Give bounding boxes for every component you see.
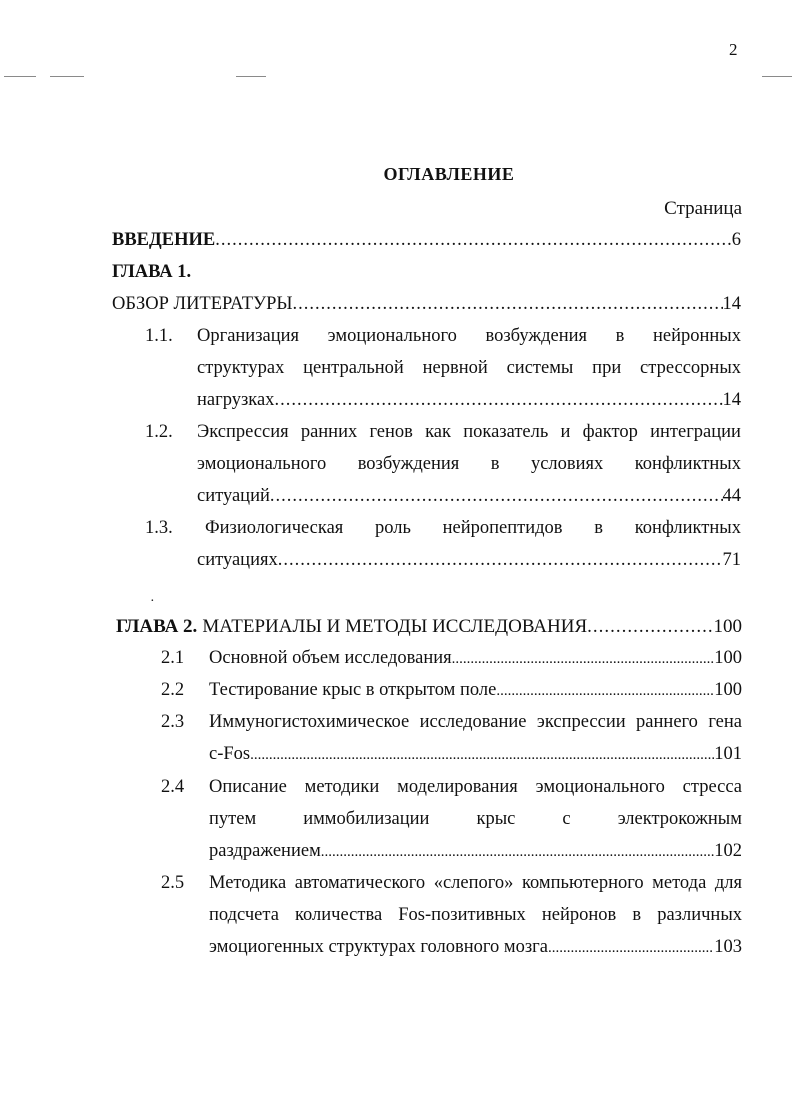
toc-entry-label: ВВЕДЕНИЕ <box>112 230 216 250</box>
toc-entry-page: 100 <box>713 616 742 637</box>
toc-entry-page: 44 <box>722 486 741 506</box>
section-number: 1.3. <box>145 518 173 538</box>
chapter1-heading: ГЛАВА 1. <box>112 262 192 282</box>
section-number: 1.1. <box>145 326 173 346</box>
section-number: 2.3 <box>161 712 185 732</box>
toc-entry-2-4-last[interactable]: раздражением ..... 102 <box>209 841 742 865</box>
toc-entry-page: 100 <box>714 648 742 668</box>
toc-entry-2-3-line1[interactable]: Иммуногистохимическое исследование экспрессии раннего гена <box>209 712 742 732</box>
toc-entry-page: 103 <box>714 937 742 957</box>
toc-entry-1-2-last[interactable]: ситуаций ..... 44 <box>197 486 741 510</box>
toc-entry-label: ОБЗОР ЛИТЕРАТУРЫ <box>112 294 293 314</box>
section-number: 2.4 <box>161 777 185 797</box>
section-number: 1.2. <box>145 422 173 442</box>
toc-title: ОГЛАВЛЕНИЕ <box>383 164 515 184</box>
scan-artifact <box>4 76 36 77</box>
section-number: 2.5 <box>161 873 185 893</box>
toc-leader <box>250 744 714 765</box>
toc-entry-2-5-line2[interactable]: подсчета количества Fos-позитивных нейронов в различных <box>209 905 742 925</box>
toc-entry-2-4-line2[interactable]: путем иммобилизации крыс с электрокожным <box>209 809 742 829</box>
toc-entry-1-3-line1[interactable]: Физиологическая роль нейропептидов в конфликтных <box>205 518 741 538</box>
toc-entry-chapter2[interactable] <box>116 616 742 640</box>
toc-entry-page: 100 <box>714 680 742 700</box>
toc-entry-2-5-line1[interactable]: Методика автоматического «слепого» компьютерного метода для <box>209 873 742 893</box>
toc-entry-page: 14 <box>722 294 741 314</box>
toc-entry-1-2-line1[interactable]: Экспрессия ранних генов как показатель и фактор интеграции <box>197 422 741 442</box>
toc-entry-page: 14 <box>722 390 741 410</box>
toc-entry-page: 6 <box>731 230 741 250</box>
scan-artifact <box>236 76 266 77</box>
scan-artifact <box>50 76 84 77</box>
toc-entry-page: 71 <box>722 550 741 570</box>
toc-entry-page: 102 <box>714 841 742 861</box>
stray-mark: · <box>150 594 155 609</box>
toc-leader <box>270 486 723 507</box>
toc-leader <box>452 648 715 669</box>
toc-entry-1-3-last[interactable]: ситуациях ..... 71 <box>197 550 741 574</box>
page-number: 2 <box>729 40 738 59</box>
toc-entry-page: 101 <box>714 744 742 764</box>
toc-leader <box>587 616 713 638</box>
toc-leader <box>278 550 723 571</box>
toc-entry-1-1-last[interactable]: нагрузках ..... 14 <box>197 390 741 414</box>
toc-leader <box>496 680 714 701</box>
toc-entry-2-1[interactable]: Основной объем исследования ..... 100 <box>209 648 742 672</box>
toc-leader <box>548 937 714 958</box>
toc-entry-1-2-line2[interactable]: эмоционального возбуждения в условиях конфликтных <box>197 454 741 474</box>
toc-entry-2-4-line1[interactable]: Описание методики моделирования эмоционального стресса <box>209 777 742 797</box>
toc-entry-2-3-last[interactable]: c-Fos ..... 101 <box>209 744 742 768</box>
toc-leader <box>274 390 722 411</box>
scan-artifact <box>762 76 792 77</box>
toc-leader <box>215 230 732 251</box>
toc-entry-1-1-line1[interactable]: Организация эмоционального возбуждения в нейронных <box>197 326 741 346</box>
toc-entry-1-1-line2[interactable]: структурах центральной нервной системы при стрессорных <box>197 358 741 378</box>
chapter2-heading-bold: ГЛАВА 2. <box>116 616 198 637</box>
section-number: 2.2 <box>161 680 185 700</box>
page-column-header: Страница <box>664 198 742 219</box>
toc-leader <box>293 294 723 315</box>
toc-entry-2-2[interactable]: Тестирование крыс в открытом поле ..... 100 <box>209 680 742 704</box>
toc-entry-intro[interactable] <box>112 230 741 254</box>
section-number: 2.1 <box>161 648 185 668</box>
chapter2-heading-rest: МАТЕРИАЛЫ И МЕТОДЫ ИССЛЕДОВАНИЯ <box>202 616 588 637</box>
toc-entry-chapter1[interactable] <box>112 294 741 318</box>
toc-entry-2-5-last[interactable]: эмоциогенных структурах головного мозга ..... 103 <box>209 937 742 961</box>
toc-leader <box>321 841 714 862</box>
